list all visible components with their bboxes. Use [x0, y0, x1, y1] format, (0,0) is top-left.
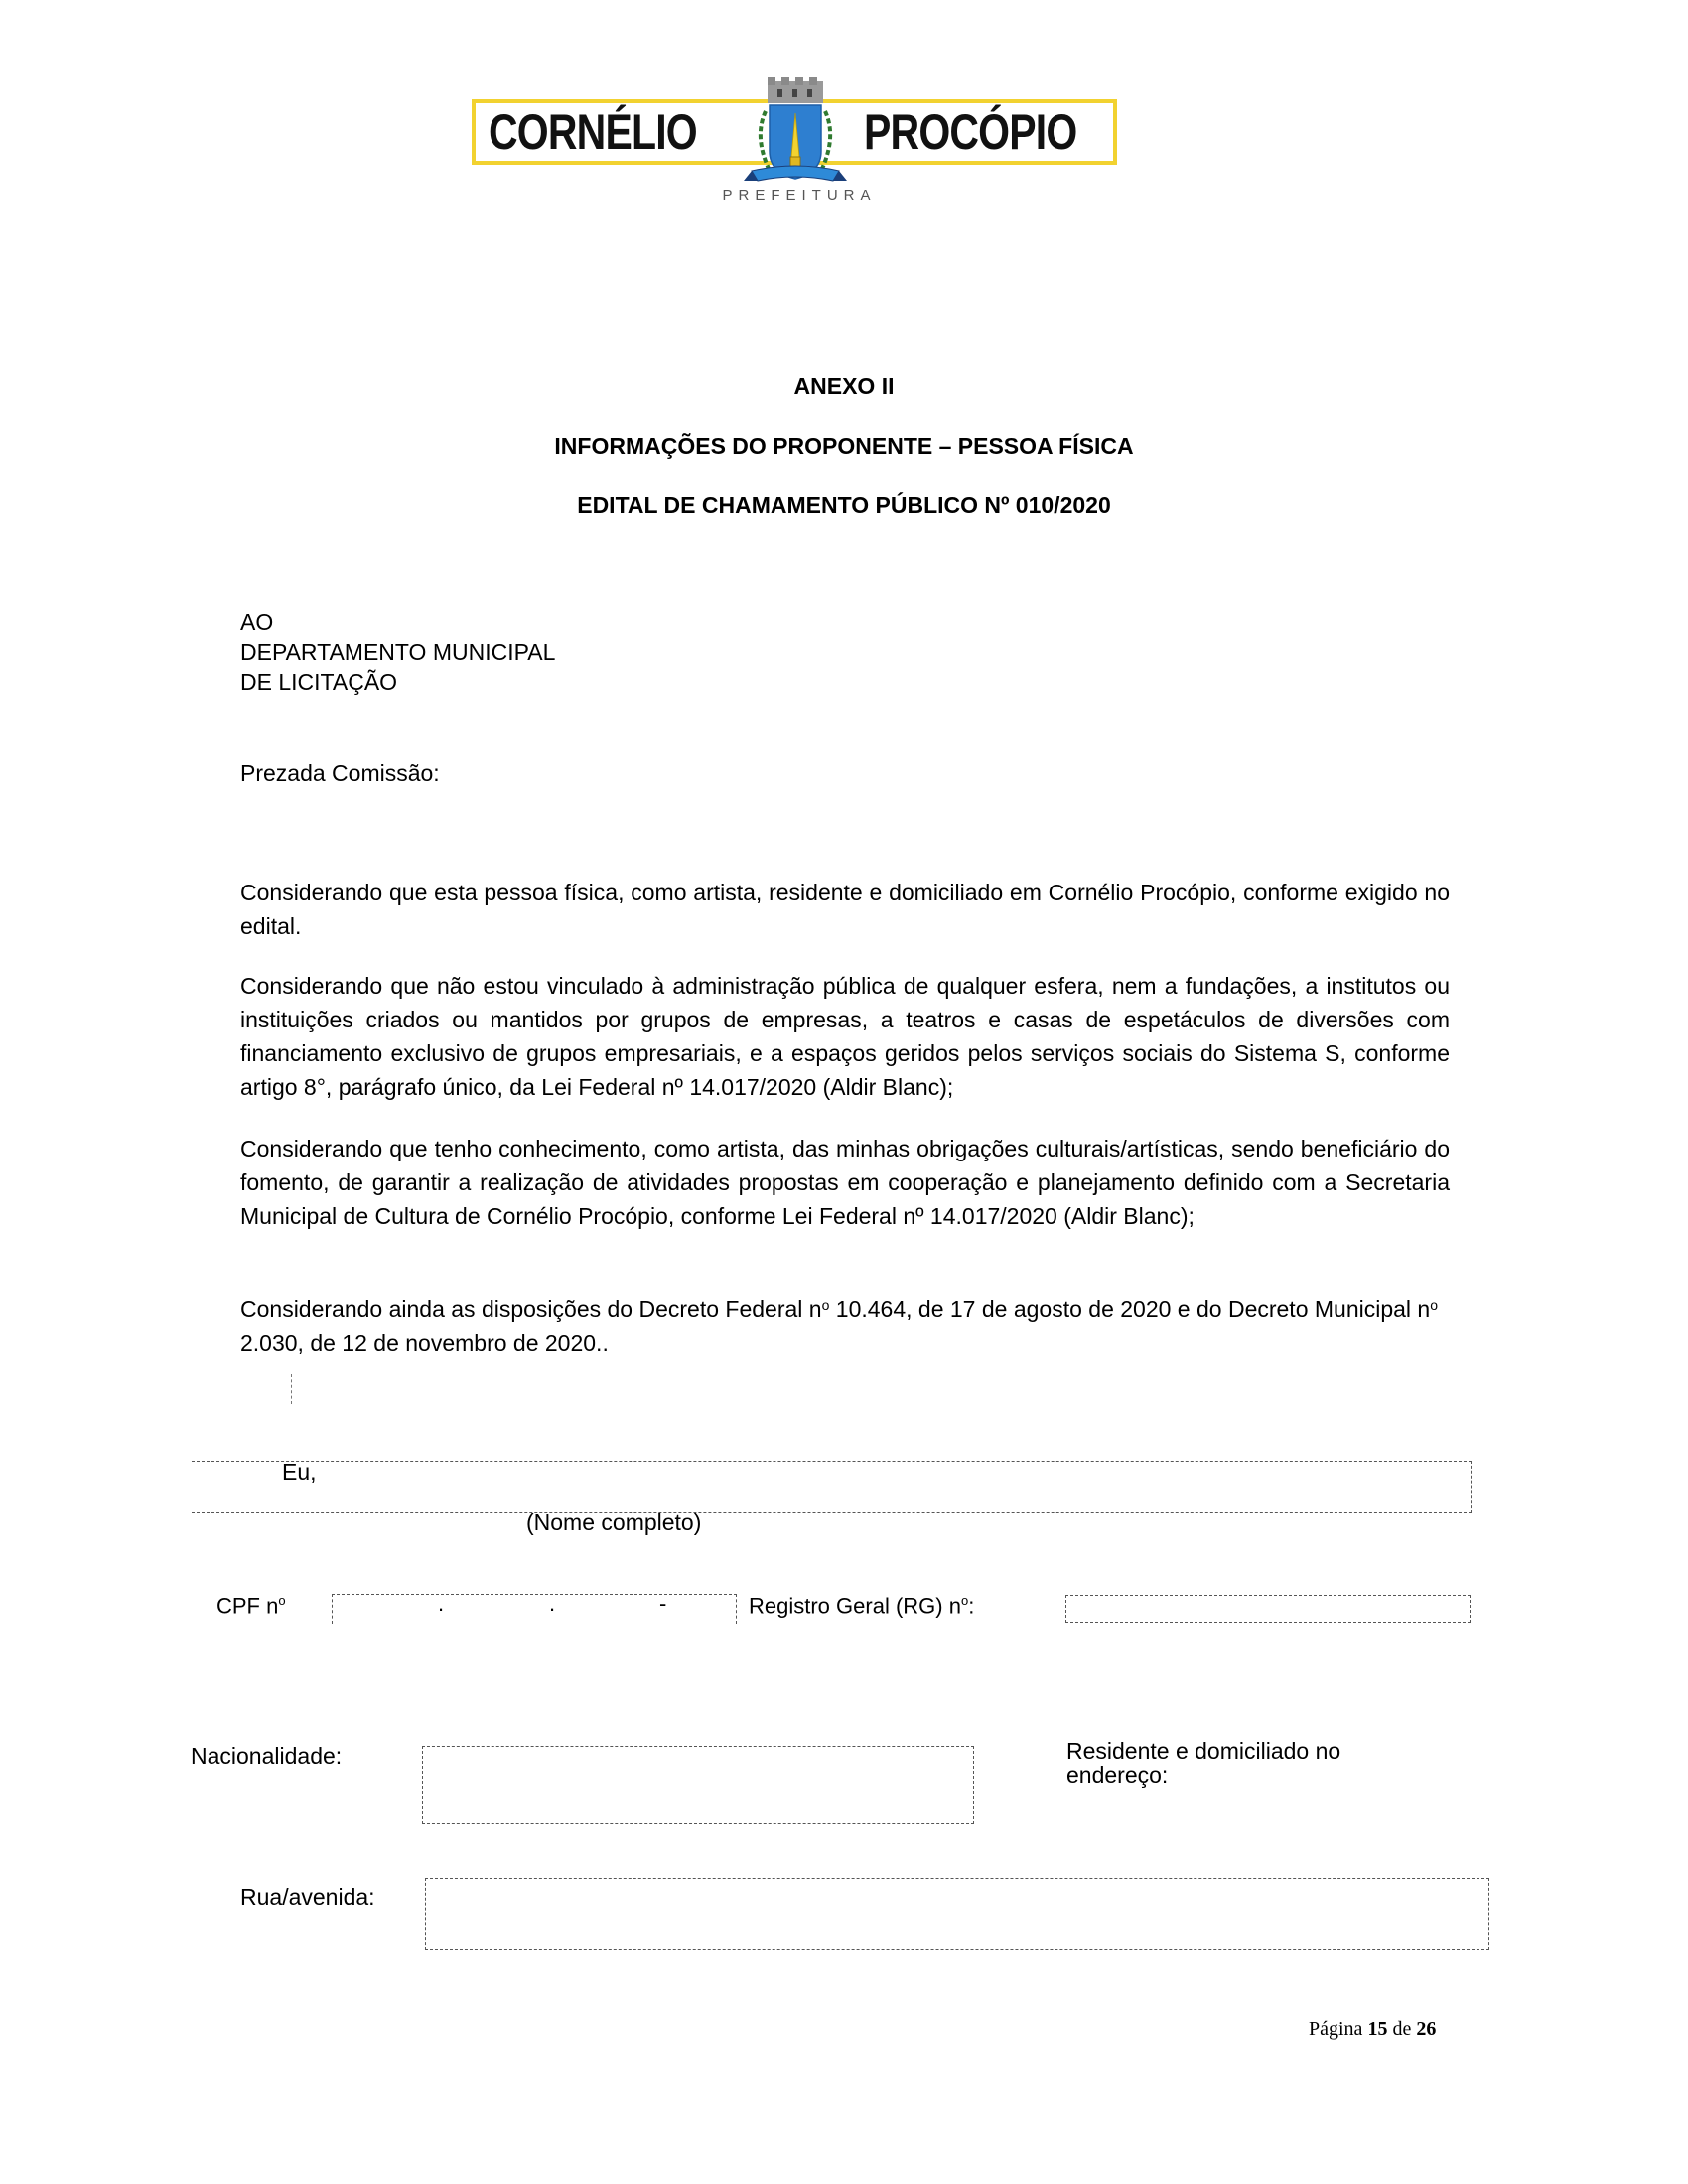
ordinal-sup: o: [960, 1593, 969, 1608]
page-prefix: Página: [1309, 2018, 1368, 2040]
logo-subtitle: PREFEITURA: [722, 187, 877, 204]
logo-text-left: CORNÉLIO: [489, 104, 697, 160]
addressee-block: [240, 608, 555, 697]
page-current: 15: [1367, 2018, 1388, 2040]
ordinal-sup: o: [278, 1593, 286, 1608]
full-name-field[interactable]: [192, 1461, 1472, 1513]
name-caption: (Nome completo): [526, 1509, 702, 1535]
decree-text-1: Considerando ainda as disposições do Decreto Federal n: [240, 1297, 822, 1322]
residence-label-line-1: Residente e domiciliado no: [1066, 1738, 1341, 1764]
paragraph-decrees: [240, 1293, 1472, 1360]
notice-title: EDITAL DE CHAMAMENTO PÚBLICO Nº 010/2020: [577, 492, 1111, 518]
ordinal-sup: o: [1430, 1297, 1439, 1313]
annex-title: ANEXO II: [793, 373, 895, 399]
rg-label-text: Registro Geral (RG) n: [749, 1593, 961, 1619]
salutation: Prezada Comissão:: [240, 760, 440, 786]
residence-label-line-2: endereço:: [1066, 1762, 1169, 1788]
page-number: [1309, 2018, 1436, 2041]
cpf-separator-dot-1: .: [438, 1591, 445, 1616]
subject-title: INFORMAÇÕES DO PROPONENTE – PESSOA FÍSICA: [554, 433, 1134, 459]
nationality-input[interactable]: [422, 1746, 974, 1824]
cpf-input[interactable]: [332, 1594, 737, 1624]
nationality-label: Nacionalidade:: [191, 1743, 343, 1769]
addressee-line-3: DE LICITAÇÃO: [240, 669, 398, 695]
dashed-marker: [291, 1374, 292, 1404]
rg-label: [749, 1593, 974, 1619]
rg-input[interactable]: [1065, 1595, 1471, 1623]
addressee-line-2: DEPARTAMENTO MUNICIPAL: [240, 639, 556, 665]
ordinal-sup: o: [821, 1297, 830, 1313]
cpf-separator-dot-2: .: [549, 1591, 556, 1616]
decree-text-2: 10.464, de 17 de agosto de 2020 e do Decreto Municipal n: [829, 1297, 1431, 1322]
cpf-label-text: CPF n: [216, 1593, 279, 1619]
name-prefix: Eu,: [282, 1459, 317, 1485]
street-input[interactable]: [425, 1878, 1489, 1950]
decree-text-3: 2.030, de 12 de novembro de 2020..: [240, 1330, 609, 1356]
page-total: 26: [1416, 2018, 1437, 2040]
paragraph-no-link: Considerando que não estou vinculado à administração pública de qualquer esfera, nem a fundações, a institutos ou instituições criados ou mantidos por grupos de empresas, a teatros e casas de espetáculos de diversões com financiamento exclusivo de grupos empresariais, e a espaços geridos pelos serviços sociais do Sistema S, conforme artigo 8°, parágrafo único, da Lei Federal nº 14.017/2020 (Aldir Blanc);: [240, 973, 1450, 1100]
addressee-line-1: AO: [240, 610, 274, 635]
coat-of-arms-icon: [730, 77, 861, 195]
street-label: Rua/avenida:: [240, 1884, 375, 1910]
paragraph-residence: Considerando que esta pessoa física, como artista, residente e domiciliado em Cornélio Procópio, conforme exigido no edital.: [240, 880, 1450, 939]
page-separator: de: [1387, 2018, 1417, 2040]
paragraph-obligations: Considerando que tenho conhecimento, como artista, das minhas obrigações culturais/artísticas, sendo beneficiário do fomento, de garantir a realização de atividades propostas em cooperação e planejamento definido com a Secretaria Municipal de Cultura de Cornélio Procópio, conforme Lei Federal nº 14.017/2020 (Aldir Blanc);: [240, 1136, 1450, 1229]
cpf-separator-dash: -: [659, 1591, 667, 1616]
logo-text-right: PROCÓPIO: [864, 104, 1077, 160]
cpf-label: [216, 1593, 286, 1619]
residence-label: [1066, 1739, 1340, 1787]
rg-label-colon: :: [968, 1593, 975, 1619]
